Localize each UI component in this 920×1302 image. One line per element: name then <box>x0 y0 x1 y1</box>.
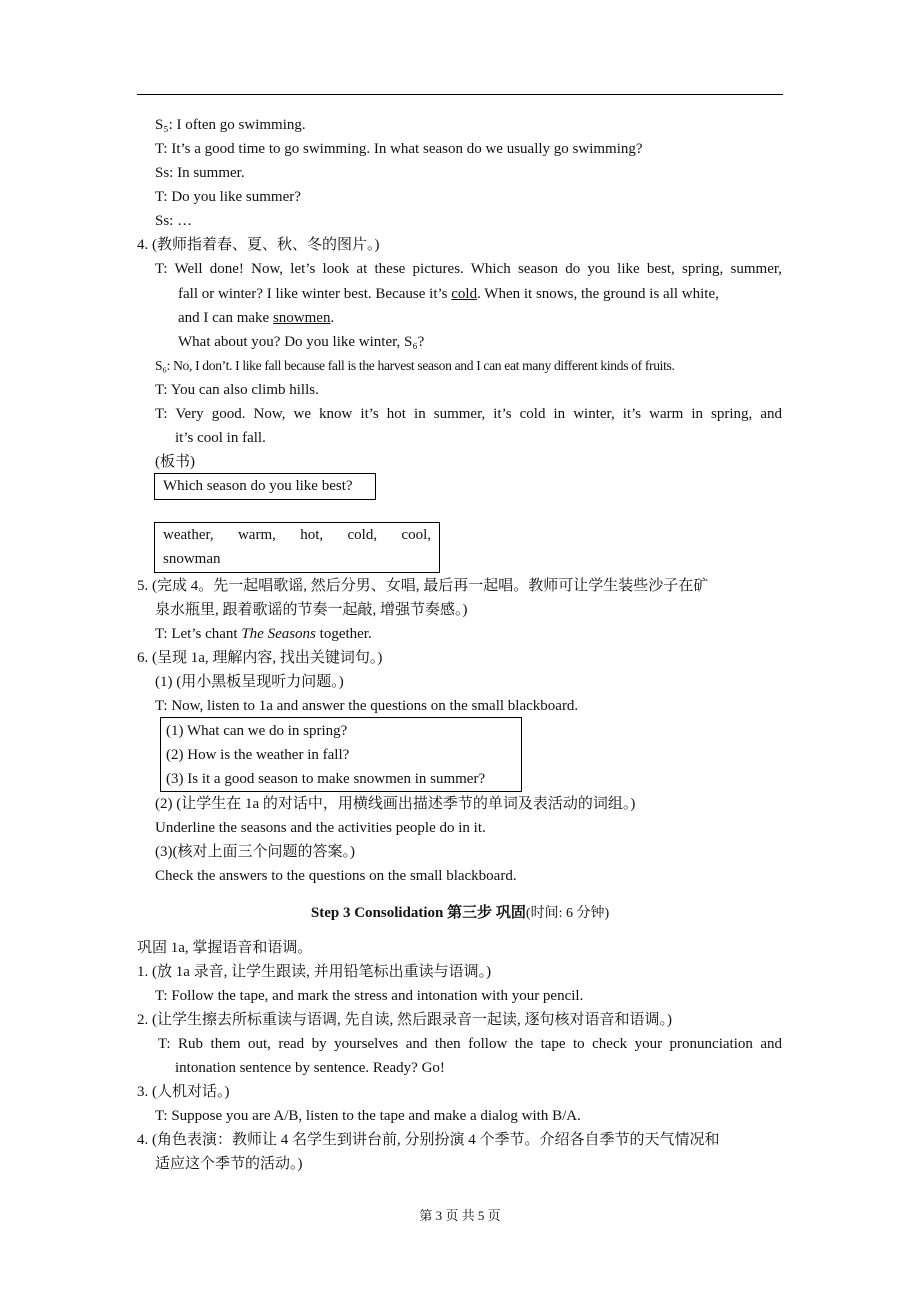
blackboard-box-vocabulary <box>154 522 440 573</box>
dialog-line: fall or winter? I like winter best. Because it’s cold. When it snows, the ground is all white, <box>178 286 719 302</box>
dialog-line: and I can make snowmen. <box>178 310 335 326</box>
instruction-line: Check the answers to the questions on the small blackboard. <box>155 868 517 884</box>
question-item: (2) How is the weather in fall? <box>166 747 350 763</box>
dialog-line: T: Now, listen to 1a and answer the questions on the small blackboard. <box>155 698 579 714</box>
sub-item: (2) (让学生在 1a 的对话中，用横线画出描述季节的单词及表活动的词组。) <box>155 796 636 812</box>
dialog-line: it’s cool in fall. <box>175 430 266 446</box>
dialog-line: T: Follow the tape, and mark the stress and intonation with your pencil. <box>155 988 584 1004</box>
underlined-word-cold: cold <box>451 286 478 302</box>
dialog-line: T: Suppose you are A/B, listen to the tape and make a dialog with B/A. <box>155 1108 581 1124</box>
dialog-line: T: Well done! Now, let’s look at these pictures. Which season do you like best, spring, summer, <box>155 261 782 277</box>
box-text: weather, warm, hot, cold, cool, <box>163 527 431 543</box>
step-item-5: 5. (完成 4。先一起唱歌谣, 然后分男、女唱, 最后再一起唱。教师可让学生装些沙子在矿 <box>137 578 709 594</box>
song-title: The Seasons <box>241 626 316 642</box>
step-item-4-cont: 适应这个季节的活动。) <box>155 1156 303 1172</box>
dialog-line: T: Do you like summer? <box>155 189 301 205</box>
dialog-line: T: It’s a good time to go swimming. In what season do we usually go swimming? <box>155 141 643 157</box>
question-item: (3) Is it a good season to make snowmen in summer? <box>166 771 486 787</box>
page-number: 第 3 页 共 5 页 <box>419 1208 501 1223</box>
step-item-2: 2. (让学生擦去所标重读与语调, 先自读, 然后跟录音一起读, 逐句核对语音和语调。) <box>137 1012 672 1028</box>
step-item-3: 3. (人机对话。) <box>137 1084 230 1100</box>
blackboard-note: (板书) <box>155 454 195 470</box>
dialog-line: T: Very good. Now, we know it’s hot in summer, it’s cold in winter, it’s warm in spring, and <box>155 406 782 422</box>
step-item-4: 4. (角色表演：教师让 4 名学生到讲台前, 分别扮演 4 个季节。介绍各自季节的天气情况和 <box>137 1132 720 1148</box>
dialog-line: What about you? Do you like winter, S₆? <box>178 334 425 350</box>
dialog-line: T: You can also climb hills. <box>155 382 319 398</box>
dialog-line: S₅: I often go swimming. <box>155 117 306 133</box>
blackboard-box-question <box>154 473 376 500</box>
step-item-4: 4. (教师指着春、夏、秋、冬的图片。) <box>137 237 380 253</box>
section-heading: Step 3 Consolidation 第三步 巩固(时间: 6 分钟) <box>310 905 610 921</box>
dialog-line: Ss: In summer. <box>155 165 245 181</box>
sub-item: (3)(核对上面三个问题的答案。) <box>155 844 355 860</box>
dialog-line: S₆: No, I don’t. I like fall because fall is the harvest season and I can eat many different kinds of fruits. <box>155 358 675 373</box>
dialog-line: T: Rub them out, read by yourselves and then follow the tape to check your pronunciation and <box>158 1036 782 1052</box>
listening-questions-box <box>160 717 522 792</box>
step-item-5-cont: 泉水瓶里, 跟着歌谣的节奏一起敲, 增强节奏感。) <box>155 602 468 618</box>
dialog-line: Ss: … <box>155 213 193 229</box>
sub-item: (1) (用小黑板呈现听力问题。) <box>155 674 344 690</box>
dialog-line: T: Let’s chant The Seasons together. <box>155 626 372 642</box>
section-intro: 巩固 1a, 掌握语音和语调。 <box>137 940 313 956</box>
dialog-line: intonation sentence by sentence. Ready? Go! <box>175 1060 445 1076</box>
instruction-line: Underline the seasons and the activities people do in it. <box>155 820 486 836</box>
box-text: snowman <box>163 551 221 567</box>
underlined-word-snowmen: snowmen <box>272 310 331 326</box>
step-item-1: 1. (放 1a 录音, 让学生跟读, 并用铅笔标出重读与语调。) <box>137 964 492 980</box>
box-text: Which season do you like best? <box>163 478 353 494</box>
question-item: (1) What can we do in spring? <box>166 723 348 739</box>
step-item-6: 6. (呈现 1a, 理解内容, 找出关键词句。) <box>137 650 383 666</box>
header-rule <box>137 94 783 95</box>
